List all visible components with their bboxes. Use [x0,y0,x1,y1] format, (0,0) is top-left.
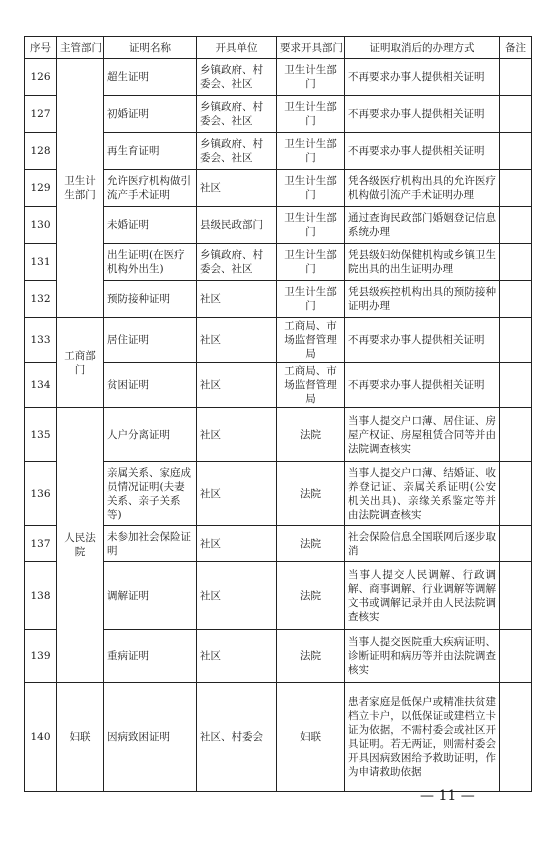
header-cell: 要求开具部门 [277,37,345,59]
requiring-dept: 工商局、市场监督管理局 [277,318,345,363]
row-number: 134 [25,363,57,408]
certificate-table [24,36,532,792]
header-row [25,37,532,59]
issuer: 社区 [197,408,277,462]
method: 不再要求办事人提供相关证明 [345,318,500,363]
requiring-dept: 法院 [277,408,345,462]
issuer: 社区 [197,562,277,630]
method: 不再要求办事人提供相关证明 [345,133,500,170]
header-cell: 开具单位 [197,37,277,59]
row-number: 138 [25,562,57,630]
page-number: — 11 — [420,788,475,804]
row-number: 127 [25,96,57,133]
note [500,318,532,363]
cert-name: 允许医疗机构做引流产手术证明 [104,170,197,207]
note [500,96,532,133]
group-cell: 妇联 [57,683,104,792]
issuer: 社区 [197,526,277,562]
row-number: 129 [25,170,57,207]
cert-name: 超生证明 [104,59,197,96]
method: 当事人提交医院重大疾病证明、诊断证明和病历等并由法院调查核实 [345,630,500,683]
note [500,281,532,318]
note [500,59,532,96]
method: 不再要求办事人提供相关证明 [345,363,500,408]
row-number: 128 [25,133,57,170]
method: 当事人提交户口薄、结婚证、收养登记证、亲属关系证明(公安机关出具)、亲缘关系鉴定等并由法院调查核实 [345,462,500,526]
method: 不再要求办事人提供相关证明 [345,96,500,133]
issuer: 乡镇政府、村委会、社区 [197,59,277,96]
method: 凭县级妇幼保健机构或乡镇卫生院出具的出生证明办理 [345,244,500,281]
method: 凭县级疾控机构出具的预防接种证明办理 [345,281,500,318]
note [500,462,532,526]
header-cell: 备注 [500,37,532,59]
row-number: 133 [25,318,57,363]
row-number: 126 [25,59,57,96]
table-row [25,59,532,96]
issuer: 社区 [197,170,277,207]
header-cell: 序号 [25,37,57,59]
method: 通过查询民政部门婚姻登记信息系统办理 [345,207,500,244]
cert-name: 初婚证明 [104,96,197,133]
group-cell: 卫生计生部门 [57,59,104,318]
requiring-dept: 卫生计生部门 [277,170,345,207]
note [500,207,532,244]
method: 患者家庭是低保户或精准扶贫建档立卡户，以低保证或建档立卡证为依据，不需村委会或社区开具证明。若无两证，则需村委会开具因病致困给予救助证明，作为申请救助依据 [345,683,500,792]
cert-name: 贫困证明 [104,363,197,408]
issuer: 社区 [197,462,277,526]
cert-name: 因病致困证明 [104,683,197,792]
issuer: 社区、村委会 [197,683,277,792]
cert-name: 重病证明 [104,630,197,683]
table-row [25,318,532,363]
cert-name: 出生证明(在医疗机构外出生) [104,244,197,281]
cert-name: 预防接种证明 [104,281,197,318]
requiring-dept: 法院 [277,526,345,562]
note [500,562,532,630]
header-cell: 证明名称 [104,37,197,59]
requiring-dept: 卫生计生部门 [277,281,345,318]
row-number: 140 [25,683,57,792]
requiring-dept: 卫生计生部门 [277,59,345,96]
row-number: 136 [25,462,57,526]
method: 凭各级医疗机构出具的允许医疗机构做引流产手术证明办理 [345,170,500,207]
header-cell: 主管部门 [57,37,104,59]
issuer: 社区 [197,318,277,363]
cert-name: 亲属关系、家庭成员情况证明(夫妻关系、亲子关系等) [104,462,197,526]
requiring-dept: 法院 [277,630,345,683]
requiring-dept: 卫生计生部门 [277,244,345,281]
requiring-dept: 工商局、市场监督管理局 [277,363,345,408]
method: 不再要求办事人提供相关证明 [345,59,500,96]
note [500,363,532,408]
note [500,408,532,462]
requiring-dept: 卫生计生部门 [277,207,345,244]
note [500,630,532,683]
group-cell: 工商部门 [57,318,104,408]
row-number: 132 [25,281,57,318]
issuer: 乡镇政府、村委会、社区 [197,133,277,170]
method: 当事人提交人民调解、行政调解、商事调解、行业调解等调解文书或调解记录并由人民法院调查核实 [345,562,500,630]
note [500,133,532,170]
requiring-dept: 妇联 [277,683,345,792]
row-number: 139 [25,630,57,683]
table-row [25,683,532,792]
requiring-dept: 卫生计生部门 [277,96,345,133]
header-cell: 证明取消后的办理方式 [345,37,500,59]
cert-name: 再生育证明 [104,133,197,170]
row-number: 131 [25,244,57,281]
issuer: 社区 [197,630,277,683]
requiring-dept: 法院 [277,462,345,526]
group-cell: 人民法院 [57,408,104,683]
issuer: 乡镇政府、村委会、社区 [197,96,277,133]
requiring-dept: 法院 [277,562,345,630]
row-number: 130 [25,207,57,244]
note [500,170,532,207]
cert-name: 未婚证明 [104,207,197,244]
issuer: 乡镇政府、村委会、社区 [197,244,277,281]
cert-name: 未参加社会保险证明 [104,526,197,562]
row-number: 135 [25,408,57,462]
cert-name: 居住证明 [104,318,197,363]
issuer: 社区 [197,281,277,318]
issuer: 社区 [197,363,277,408]
note [500,683,532,792]
issuer: 县级民政部门 [197,207,277,244]
method: 当事人提交户口薄、居住证、房屋产权证、房屋租赁合同等并由法院调查核实 [345,408,500,462]
cert-name: 人户分离证明 [104,408,197,462]
row-number: 137 [25,526,57,562]
method: 社会保险信息全国联网后逐步取消 [345,526,500,562]
cert-name: 调解证明 [104,562,197,630]
note [500,244,532,281]
note [500,526,532,562]
requiring-dept: 卫生计生部门 [277,133,345,170]
table-row [25,408,532,462]
